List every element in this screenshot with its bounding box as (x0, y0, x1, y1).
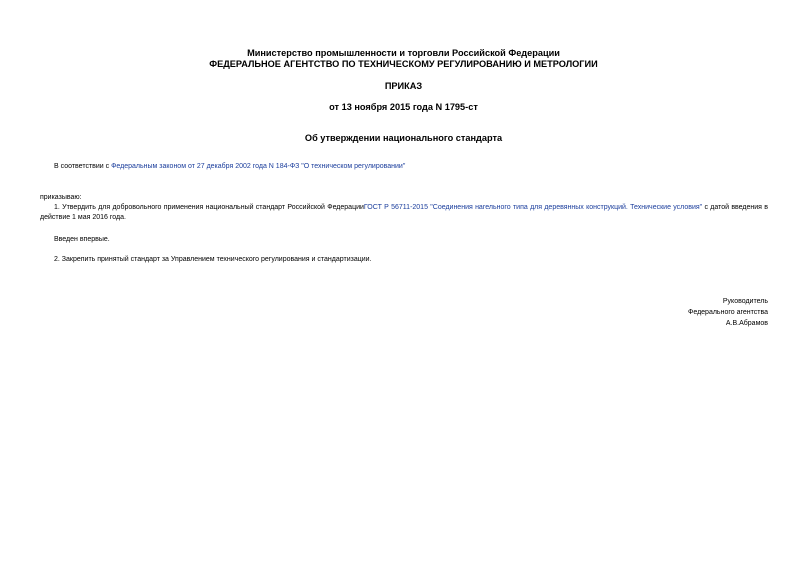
document-type: ПРИКАЗ (384, 81, 423, 91)
item-1-suffix: с датой введения в действие 1 мая 2016 года. (40, 204, 768, 221)
document-date: от 13 ноября 2015 года N 1795-ст (329, 102, 478, 112)
federal-law-link[interactable]: Федеральным законом от 27 декабря 2002 года N 184-ФЗ "О техническом регулировании" (111, 163, 406, 170)
gost-standard-link[interactable]: ГОСТ Р 56711-2015 "Соединения нагельного типа для деревянных конструкций. Технические условия" (363, 204, 703, 211)
item-2-paragraph: 2. Закрепить принятый стандарт за Управлением технического регулирования и стандартизации. (54, 256, 372, 263)
item-1-paragraph (40, 203, 768, 223)
orders-label: приказываю: (40, 194, 82, 201)
introduced-first-note: Введен впервые. (54, 236, 110, 243)
basis-prefix: В соответствии с (54, 163, 112, 170)
basis-paragraph (54, 162, 774, 172)
signature-block (688, 296, 768, 329)
signer-title-line-1: Руководитель (722, 298, 768, 305)
agency-title: ФЕДЕРАЛЬНОЕ АГЕНТСТВО ПО ТЕХНИЧЕСКОМУ РЕГУЛИРОВАНИЮ И МЕТРОЛОГИИ (209, 59, 598, 69)
signer-name: А.В.Абрамов (725, 320, 768, 327)
document-subject: Об утверждении национального стандарта (304, 133, 503, 143)
ministry-title: Министерство промышленности и торговли Российской Федерации (247, 48, 560, 58)
signer-title-line-2: Федерального агентства (688, 309, 768, 316)
item-1-prefix: 1. Утвердить для добровольного применения национальный стандарт Российской Федерации (54, 204, 364, 211)
